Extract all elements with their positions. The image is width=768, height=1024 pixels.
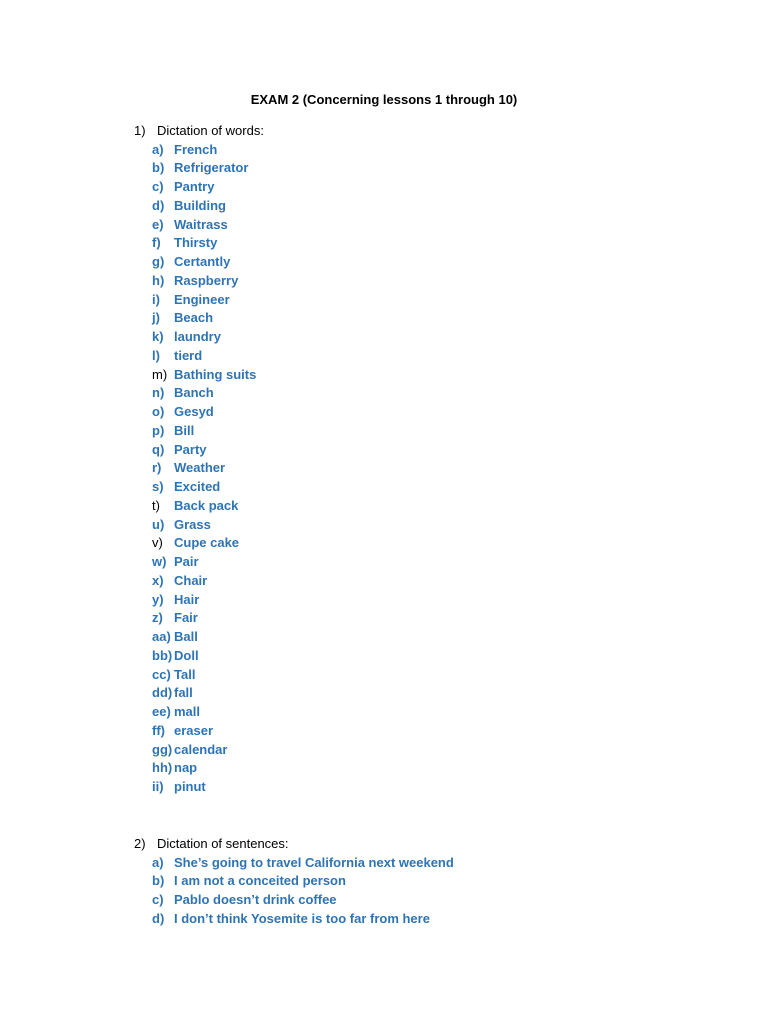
- item-marker: n): [152, 385, 165, 401]
- list-item: [134, 572, 264, 591]
- item-marker: v): [152, 535, 163, 551]
- list-item: [134, 366, 264, 385]
- item-text: Tall: [174, 666, 196, 682]
- section-heading: [134, 835, 454, 854]
- item-marker: c): [152, 179, 164, 195]
- item-marker: dd): [152, 685, 173, 701]
- item-marker: ee): [152, 704, 171, 720]
- item-text: Weather: [174, 460, 226, 476]
- item-text: Ball: [174, 629, 198, 645]
- item-text: French: [174, 141, 218, 157]
- item-text: I am not a conceited person: [174, 873, 346, 889]
- item-marker: b): [152, 873, 165, 889]
- section-number: 1): [134, 123, 146, 138]
- item-text: Pantry: [174, 179, 215, 195]
- list-item: [134, 441, 264, 460]
- list-item: [134, 197, 264, 216]
- item-text: mall: [174, 704, 201, 720]
- item-text: Doll: [174, 647, 199, 663]
- item-text: Beach: [174, 310, 214, 326]
- list-item: [134, 478, 264, 497]
- item-text: Grass: [174, 516, 211, 532]
- item-text: Gesyd: [174, 404, 214, 420]
- list-item: [134, 910, 454, 929]
- section-dictation-of-words: [134, 122, 264, 797]
- section-heading: [134, 122, 264, 141]
- item-marker: w): [152, 554, 167, 570]
- list-item: [134, 854, 454, 873]
- word-list: [134, 141, 264, 797]
- item-marker: a): [152, 854, 164, 870]
- list-item: [134, 741, 264, 760]
- list-item: [134, 459, 264, 478]
- list-item: [134, 309, 264, 328]
- item-marker: c): [152, 892, 164, 908]
- item-text: Engineer: [174, 291, 230, 307]
- item-text: eraser: [174, 722, 214, 738]
- item-marker: q): [152, 441, 165, 457]
- item-text: Certantly: [174, 254, 231, 270]
- list-item: [134, 159, 264, 178]
- item-marker: i): [152, 291, 160, 307]
- list-item: [134, 891, 454, 910]
- list-item: [134, 722, 264, 741]
- list-item: [134, 347, 264, 366]
- list-item: [134, 291, 264, 310]
- item-marker: s): [152, 479, 164, 495]
- item-marker: u): [152, 516, 165, 532]
- list-item: [134, 703, 264, 722]
- item-text: Fair: [174, 610, 198, 626]
- list-item: [134, 684, 264, 703]
- item-text: Building: [174, 197, 226, 213]
- list-item: [134, 178, 264, 197]
- item-marker: t): [152, 497, 160, 513]
- item-marker: f): [152, 235, 161, 251]
- section-heading-text: Dictation of sentences:: [157, 836, 289, 851]
- section-heading-text: Dictation of words:: [157, 123, 264, 138]
- item-text: nap: [174, 760, 198, 776]
- item-marker: ff): [152, 722, 165, 738]
- list-item: [134, 328, 264, 347]
- list-item: [134, 272, 264, 291]
- list-item: [134, 422, 264, 441]
- item-text: Bill: [174, 422, 195, 438]
- list-item: [134, 534, 264, 553]
- list-item: [134, 759, 264, 778]
- item-marker: l): [152, 347, 160, 363]
- item-text: Raspberry: [174, 272, 239, 288]
- section-dictation-of-sentences: [134, 835, 454, 929]
- item-text: Bathing suits: [174, 366, 257, 382]
- list-item: [134, 216, 264, 235]
- list-item: [134, 253, 264, 272]
- item-marker: hh): [152, 760, 173, 776]
- item-text: Banch: [174, 385, 214, 401]
- item-marker: b): [152, 160, 165, 176]
- list-item: [134, 141, 264, 160]
- item-marker: k): [152, 329, 164, 345]
- item-text: fall: [174, 685, 193, 701]
- item-marker: h): [152, 272, 165, 288]
- item-text: She’s going to travel California next weekend: [174, 854, 454, 870]
- item-marker: o): [152, 404, 165, 420]
- item-text: Cupe cake: [174, 535, 240, 551]
- item-text: Pablo doesn’t drink coffee: [174, 892, 337, 908]
- item-text: Excited: [174, 479, 221, 495]
- item-text: Back pack: [174, 497, 239, 513]
- list-item: [134, 516, 264, 535]
- list-item: [134, 628, 264, 647]
- list-item: [134, 609, 264, 628]
- list-item: [134, 403, 264, 422]
- item-marker: ii): [152, 779, 164, 795]
- sentence-list: [134, 854, 454, 929]
- item-text: calendar: [174, 741, 228, 757]
- item-marker: g): [152, 254, 165, 270]
- item-text: Party: [174, 441, 207, 457]
- item-text: pinut: [174, 779, 206, 795]
- item-marker: p): [152, 422, 165, 438]
- item-marker: a): [152, 141, 164, 157]
- list-item: [134, 872, 454, 891]
- item-text: Hair: [174, 591, 200, 607]
- list-item: [134, 591, 264, 610]
- list-item: [134, 553, 264, 572]
- item-marker: d): [152, 197, 165, 213]
- list-item: [134, 666, 264, 685]
- item-text: Waitrass: [174, 216, 228, 232]
- item-marker: e): [152, 216, 164, 232]
- item-marker: y): [152, 591, 164, 607]
- item-marker: bb): [152, 647, 173, 663]
- list-item: [134, 497, 264, 516]
- item-marker: m): [152, 366, 168, 382]
- item-marker: cc): [152, 666, 171, 682]
- item-text: laundry: [174, 329, 221, 345]
- item-marker: d): [152, 910, 165, 926]
- item-marker: gg): [152, 741, 173, 757]
- section-number: 2): [134, 836, 146, 851]
- item-marker: aa): [152, 629, 171, 645]
- exam-title: EXAM 2 (Concerning lessons 1 through 10): [250, 92, 518, 107]
- item-marker: j): [152, 310, 160, 326]
- item-text: Chair: [174, 572, 208, 588]
- item-marker: r): [152, 460, 162, 476]
- list-item: [134, 778, 264, 797]
- item-text: Thirsty: [174, 235, 218, 251]
- item-marker: z): [152, 610, 163, 626]
- item-text: Refrigerator: [174, 160, 249, 176]
- item-text: tierd: [174, 347, 203, 363]
- item-marker: x): [152, 572, 164, 588]
- list-item: [134, 647, 264, 666]
- item-text: I don’t think Yosemite is too far from here: [174, 910, 430, 926]
- list-item: [134, 234, 264, 253]
- item-text: Pair: [174, 554, 199, 570]
- list-item: [134, 384, 264, 403]
